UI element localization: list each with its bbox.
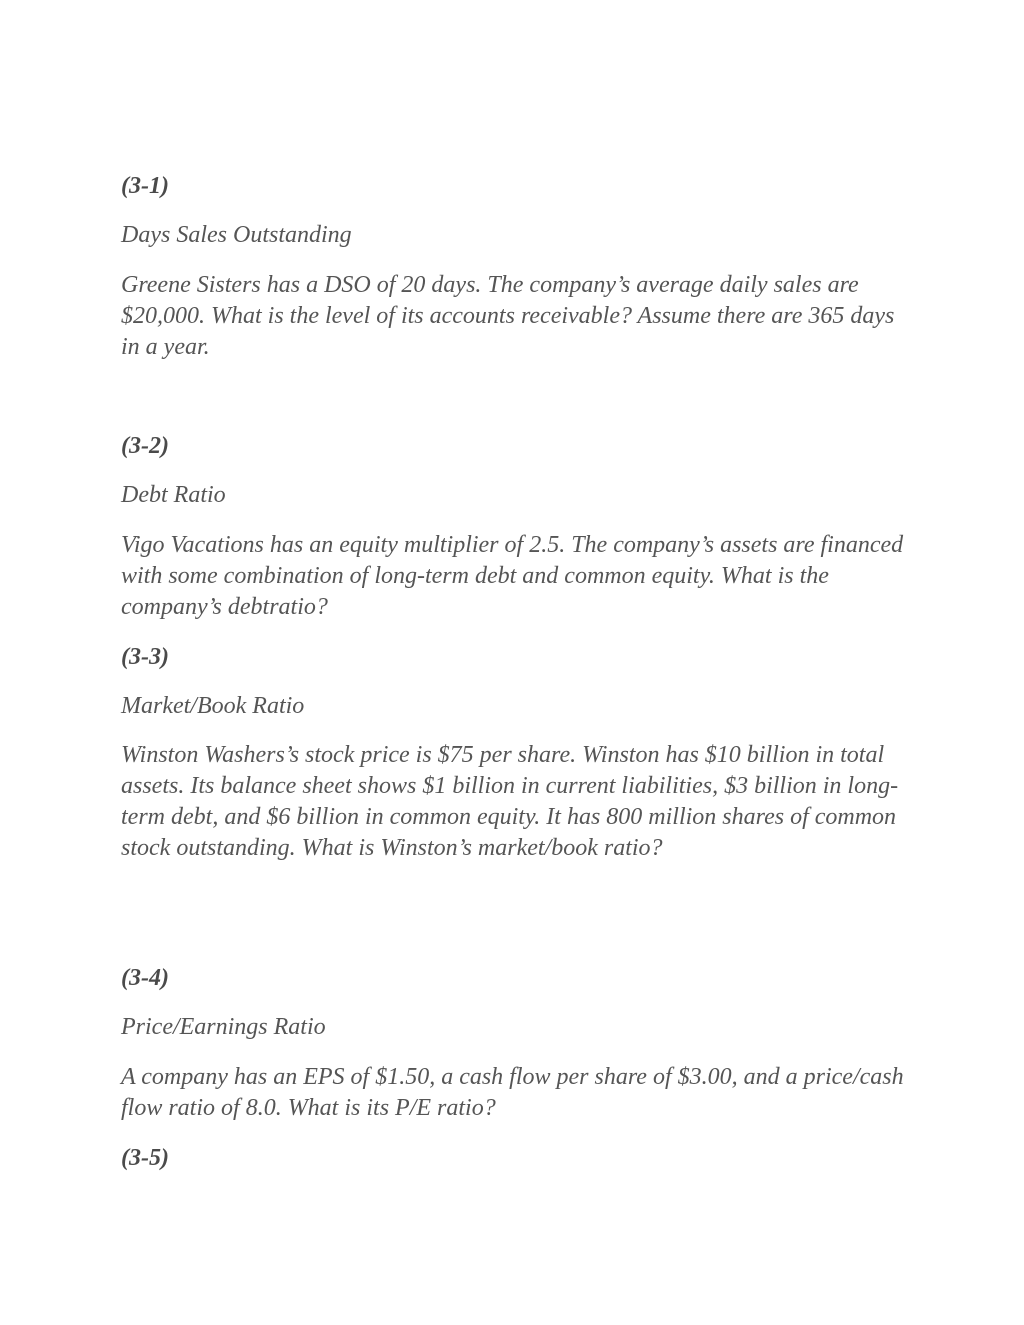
problem-title: Debt Ratio (121, 482, 226, 508)
problem-number: (3-2) (121, 433, 169, 459)
problem-title: Market/Book Ratio (121, 693, 305, 719)
problem-number: (3-1) (121, 173, 169, 199)
problem-title: Price/Earnings Ratio (121, 1014, 326, 1040)
problem-text: A company has an EPS of $1.50, a cash flow per share of $3.00, and a price/cash flow ratio of 8.0. What is its P/E ratio? (121, 1064, 904, 1121)
problem-number: (3-3) (121, 644, 169, 670)
problem-text: Winston Washers’s stock price is $75 per share. Winston has $10 billion in total assets. Its balance sheet shows $1 billion in current liabilities, $3 billion in long-term debt, and $6 billion in common equity. It has 800 million shares of common stock outstanding. What is Winston’s market/book ratio? (121, 742, 899, 861)
problem-text: Vigo Vacations has an equity multiplier of 2.5. The company’s assets are financed with some combination of long-term debt and common equity. What is the company’s debtratio? (121, 532, 904, 620)
problem-title: Days Sales Outstanding (121, 222, 352, 248)
problem-number: (3-5) (121, 1145, 169, 1171)
problem-number: (3-4) (121, 965, 169, 991)
problem-text: Greene Sisters has a DSO of 20 days. The company’s average daily sales are $20,000. What is the level of its accounts receivable? Assume there are 365 days in a year. (121, 272, 895, 360)
